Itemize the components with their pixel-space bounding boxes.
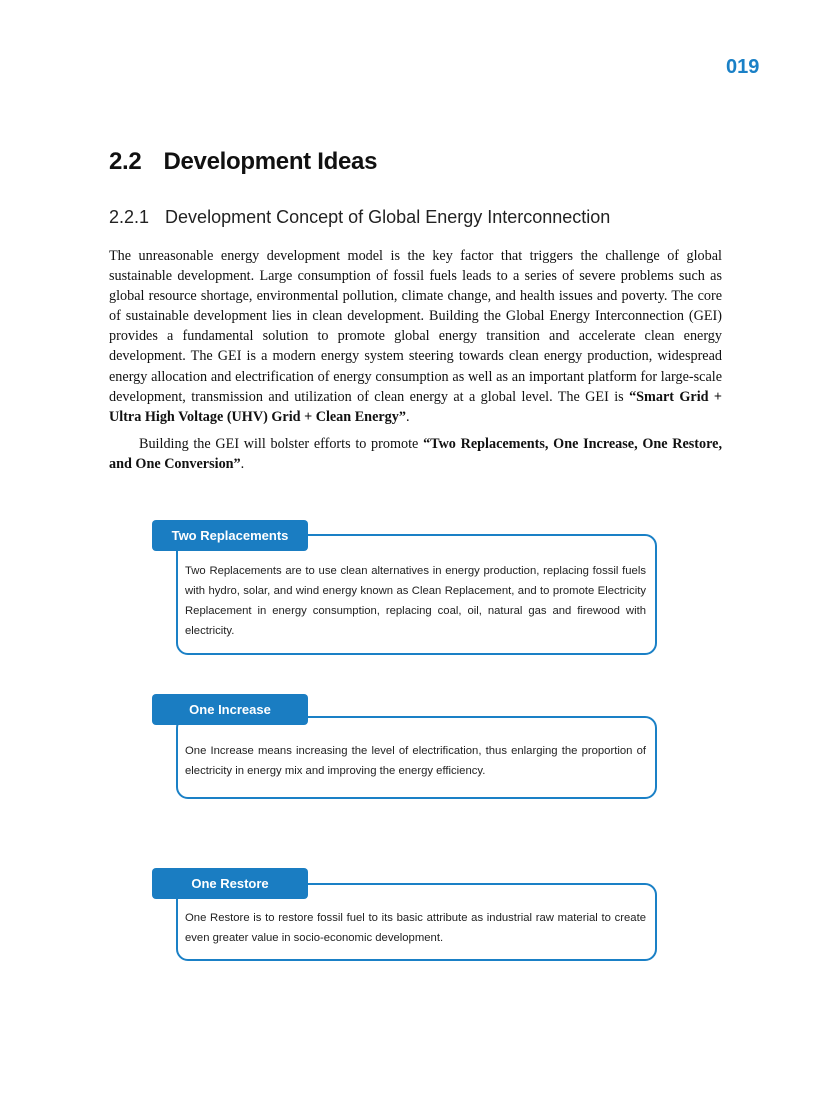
paragraph-end: .	[240, 456, 245, 473]
subsection-number: 2.2.1	[109, 207, 150, 227]
page-number: 019	[726, 56, 760, 78]
section-number: 2.2	[109, 148, 142, 175]
subsection-heading	[109, 207, 610, 228]
callout-title-one-restore: One Restore	[152, 868, 308, 899]
callout-text-two-replacements: Two Replacements are to use clean alternatives in energy production, replacing fossil fuels with hydro, solar, and wind energy known as Clean Replacement, and to promote Electricity Replacement in energy consumption, replacing coal, oil, natural gas and firewood with electricity.	[185, 565, 646, 637]
section-title: Development Ideas	[163, 148, 378, 175]
section-heading	[109, 148, 377, 176]
paragraph-1	[109, 246, 722, 427]
callout-text-one-restore: One Restore is to restore fossil fuel to its basic attribute as industrial raw material to create even greater value in socio-economic development.	[185, 912, 646, 944]
paragraph-text: The unreasonable energy development model is the key factor that triggers the challenge of global sustainable development. Large consumption of fossil fuels leads to a series of severe problems such as global resource shortage, environmental pollution, climate change, and health issues and poverty. The core of sustainable development lies in clean development. Building the Global Energy Interconnection (GEI) provides a fundamental solution to promote global energy transition and accelerate clean energy development. The GEI is a modern energy system steering towards clean energy production, widespread energy allocation and electrification of energy consumption as well as an important platform for large-scale development, transmission and utilization of clean energy at a global level. The GEI is	[109, 248, 722, 405]
paragraph-text: Building the GEI will bolster efforts to promote	[139, 436, 424, 452]
callout-title-two-replacements: Two Replacements	[152, 520, 308, 551]
paragraph-bold: “Two Replacements, One Increase, One Restore, and One Conversion”	[109, 436, 723, 473]
subsection-title: Development Concept of Global Energy Interconnection	[165, 207, 611, 227]
paragraph-bold: “Smart Grid + Ultra High Voltage (UHV) Grid + Clean Energy”	[109, 388, 722, 425]
paragraph-end: .	[405, 408, 410, 425]
paragraph-2	[109, 434, 722, 474]
callout-title-one-increase: One Increase	[152, 694, 308, 725]
callout-text-one-increase: One Increase means increasing the level of electrification, thus enlarging the proportion of electricity in energy mix and improving the energy efficiency.	[185, 745, 646, 777]
